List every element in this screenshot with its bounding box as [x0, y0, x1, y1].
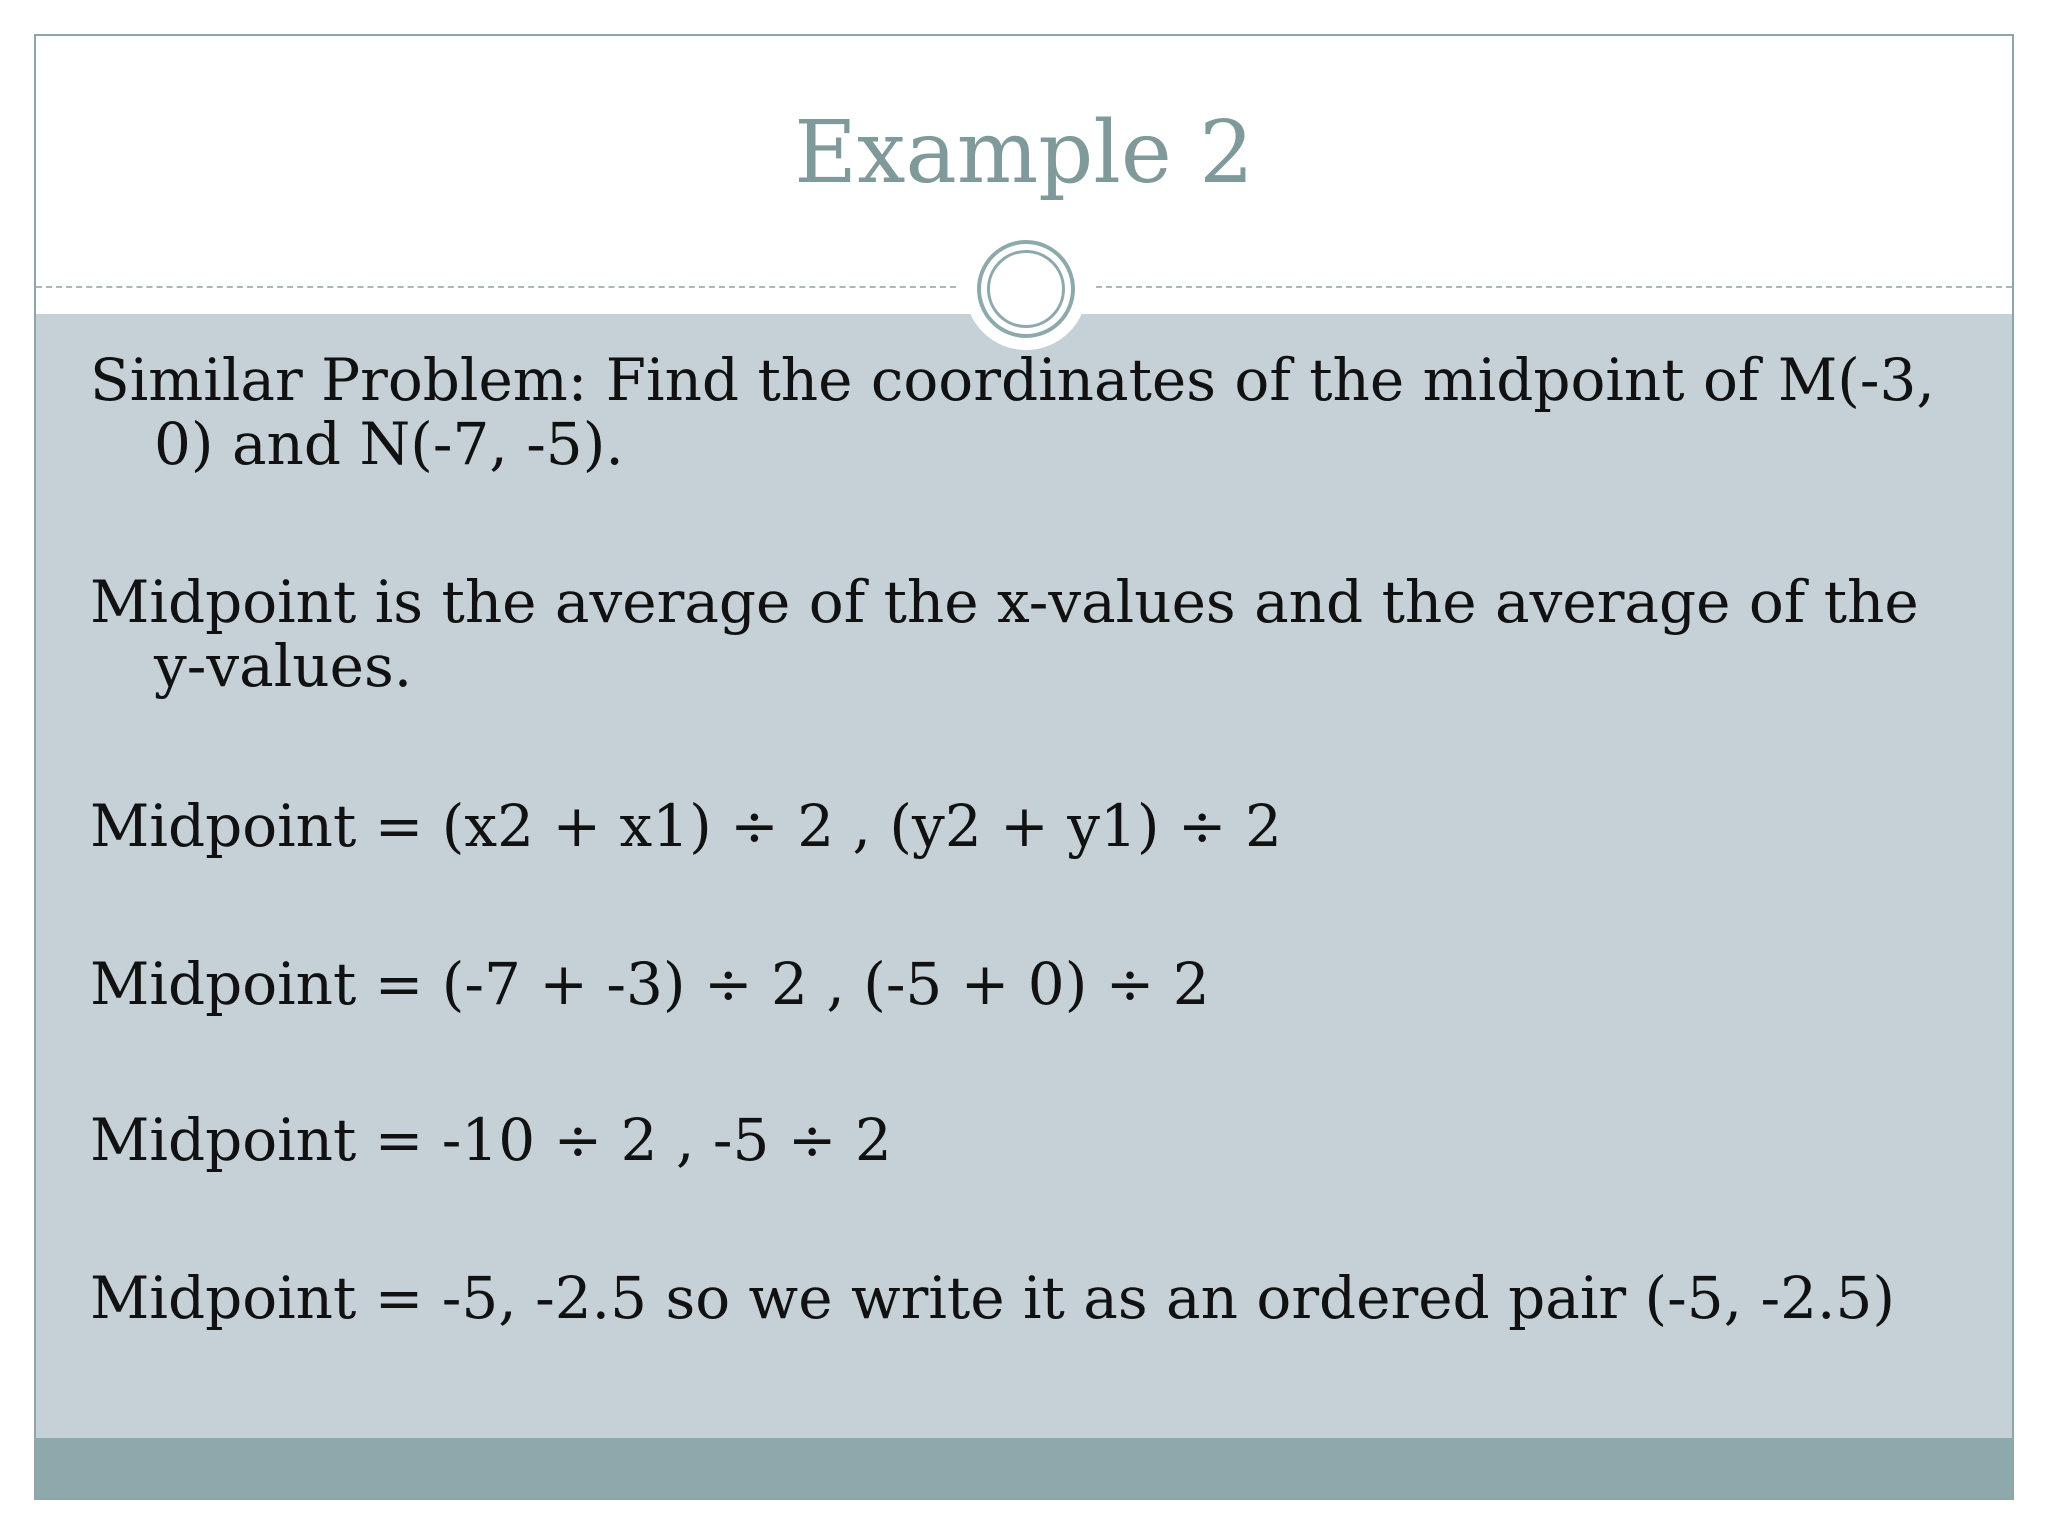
midpoint-simplified: Midpoint = -10 ÷ 2 , -5 ÷ 2 [90, 1106, 892, 1174]
title-divider-right [1096, 286, 2012, 288]
circle-ornament-icon [965, 228, 1087, 350]
midpoint-definition: Midpoint is the average of the x-values and the average of the y-values. [90, 568, 1919, 700]
midpoint-substitution: Midpoint = (-7 + -3) ÷ 2 , (-5 + 0) ÷ 2 [90, 950, 1210, 1018]
midpoint-result: Midpoint = -5, -2.5 so we write it as an ordered pair (-5, -2.5) [90, 1264, 1895, 1332]
footer-bar [36, 1438, 2012, 1500]
problem-statement: Similar Problem: Find the coordinates of the midpoint of M(-3, 0) and N(-7, -5). [90, 346, 1935, 478]
slide-title: Example 2 [794, 103, 1254, 203]
ornament-inner-ring [987, 250, 1065, 328]
title-divider-left [36, 286, 956, 288]
midpoint-formula: Midpoint = (x2 + x1) ÷ 2 , (y2 + y1) ÷ 2 [90, 792, 1282, 860]
slide [34, 34, 2014, 1500]
